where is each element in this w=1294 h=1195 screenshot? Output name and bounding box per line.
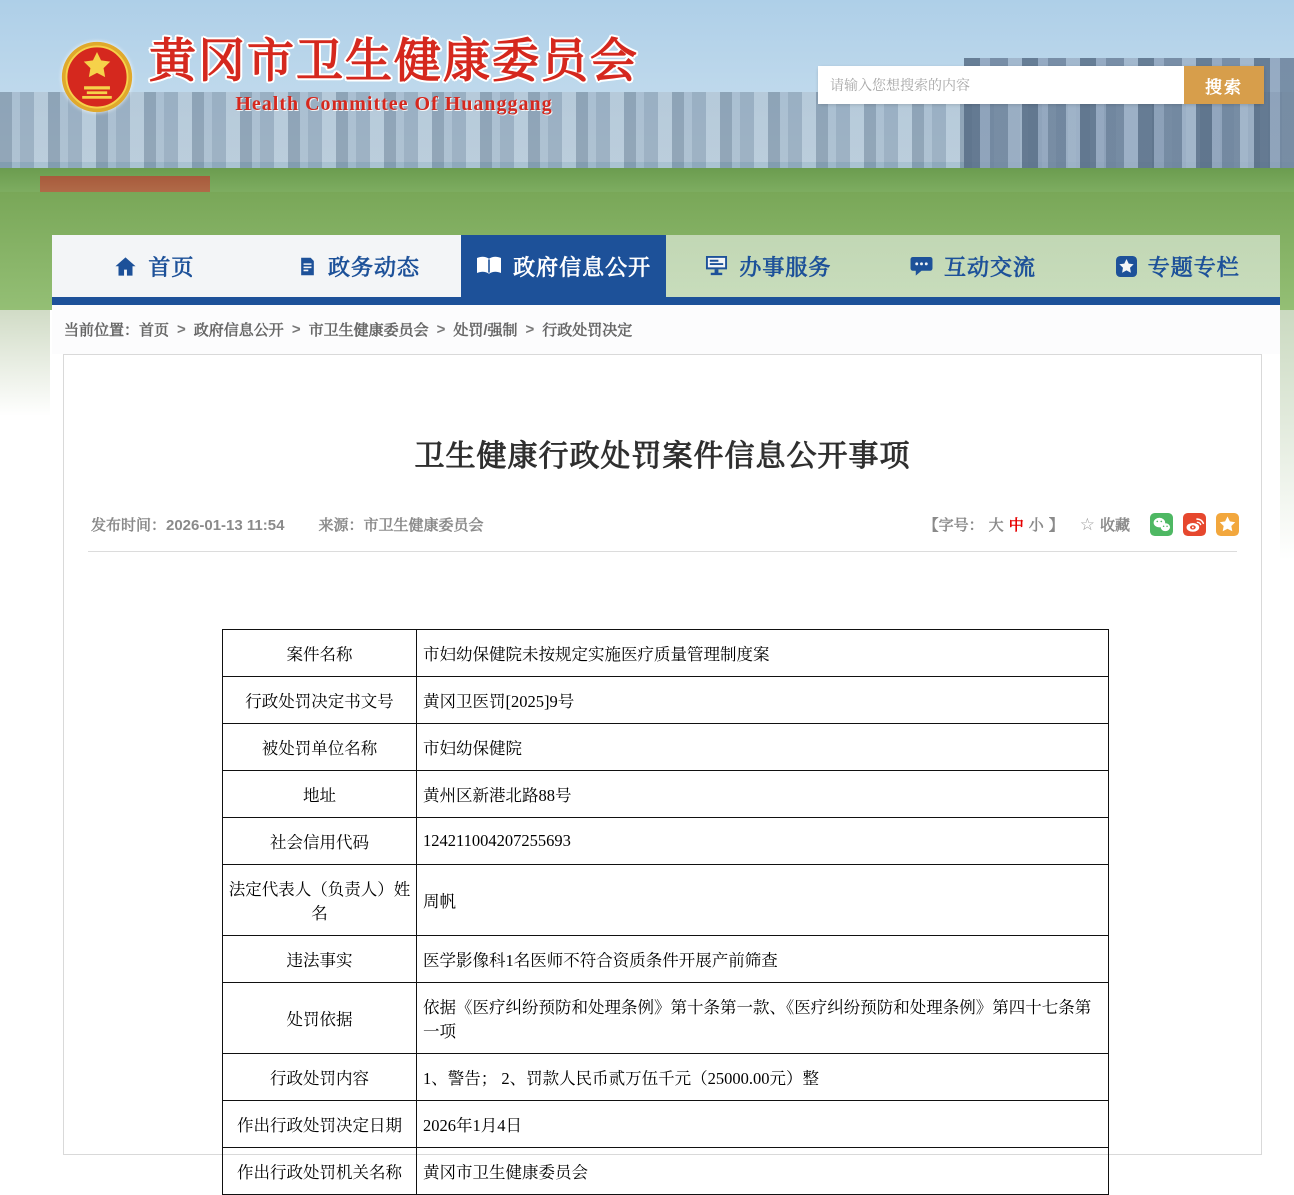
field-label: 处罚依据 [223, 983, 417, 1054]
field-value: 医学影像科1名医师不符合资质条件开展产前筛查 [417, 936, 1109, 983]
favorite-label: 收藏 [1099, 517, 1130, 534]
document-icon [298, 255, 317, 278]
font-size-close: 】 [1048, 517, 1064, 534]
nav-item-label: 政务动态 [328, 254, 421, 280]
nav-item-open-book[interactable] [461, 235, 666, 297]
breadcrumb-link[interactable]: 处罚/强制 [453, 322, 518, 339]
table-row [223, 936, 1109, 983]
case-table [222, 629, 1109, 1195]
field-label: 案件名称 [223, 630, 417, 677]
nav-item-label: 专题专栏 [1147, 254, 1240, 280]
field-label: 作出行政处罚机关名称 [223, 1148, 417, 1195]
brand-text [149, 34, 639, 116]
breadcrumb-separator: > [436, 321, 446, 338]
table-row [223, 677, 1109, 724]
field-value: 市妇幼保健院未按规定实施医疗质量管理制度案 [417, 630, 1109, 677]
field-label: 法定代表人（负责人）姓名 [223, 865, 417, 936]
field-value: 1、警告； 2、罚款人民币贰万伍千元（25000.00元）整 [417, 1054, 1109, 1101]
font-size-widget [924, 514, 1064, 535]
breadcrumb-link[interactable]: 政府信息公开 [193, 322, 284, 339]
open-book-icon [476, 255, 502, 277]
font-size-open: 【字号： [923, 517, 984, 534]
nav-item-home[interactable] [52, 235, 257, 297]
site-brand [60, 34, 639, 119]
weibo-share-icon[interactable] [1183, 513, 1206, 536]
field-label: 被处罚单位名称 [223, 724, 417, 771]
nav-item-document[interactable] [257, 235, 462, 297]
field-label: 社会信用代码 [223, 818, 417, 865]
chat-bubble-icon [910, 256, 933, 277]
nav-item-label: 政府信息公开 [513, 254, 652, 280]
table-row [223, 630, 1109, 677]
favorite-star-icon: ☆ [1079, 514, 1095, 534]
content-box [63, 354, 1262, 1182]
breadcrumb-items [139, 319, 632, 340]
banner-fade-left [0, 310, 50, 435]
font-size-large-button[interactable]: 大 [988, 517, 1004, 534]
site-subtitle: Health Committee Of Huanggang [235, 93, 553, 116]
nav-item-star-square[interactable] [1075, 235, 1280, 297]
table-row [223, 724, 1109, 771]
home-icon [114, 255, 137, 278]
nav-item-monitor[interactable] [666, 235, 871, 297]
field-label: 地址 [223, 771, 417, 818]
nav-item-label: 互动交流 [944, 254, 1037, 280]
field-label: 作出行政处罚决定日期 [223, 1101, 417, 1148]
font-size-small-button[interactable]: 小 [1028, 517, 1044, 534]
meta-divider [88, 551, 1237, 552]
field-value: 周帆 [417, 865, 1109, 936]
page-title: 卫生健康行政处罚案件信息公开事项 [414, 440, 911, 473]
site-title[interactable]: 黄冈市卫生健康委员会 [149, 34, 639, 87]
nav-item-label: 首页 [148, 254, 195, 280]
qzone-share-icon[interactable] [1216, 513, 1239, 536]
search-button[interactable]: 搜索 [1184, 66, 1264, 104]
breadcrumb-separator: > [177, 321, 186, 338]
breadcrumb [52, 305, 1280, 354]
nav-item-label: 办事服务 [739, 254, 832, 280]
field-label: 行政处罚内容 [223, 1054, 417, 1101]
table-row [223, 983, 1109, 1054]
banner-fade-right [1280, 310, 1294, 560]
field-label: 行政处罚决定书文号 [223, 677, 417, 724]
table-row [223, 1101, 1109, 1148]
share-icons [1150, 513, 1239, 536]
breadcrumb-link[interactable]: 行政处罚决定 [542, 322, 633, 339]
field-label: 违法事实 [223, 936, 417, 983]
field-value: 黄冈卫医罚[2025]9号 [417, 677, 1109, 724]
star-square-icon [1116, 256, 1137, 277]
publish-time: 发布时间：2026-01-13 11:54 [91, 517, 285, 534]
field-value: 市妇幼保健院 [417, 724, 1109, 771]
breadcrumb-separator: > [291, 321, 301, 338]
source: 来源：市卫生健康委员会 [318, 517, 484, 534]
table-row [223, 771, 1109, 818]
meta-right [924, 513, 1239, 536]
case-table-body [223, 630, 1109, 1195]
font-size-medium-button[interactable]: 中 [1008, 517, 1024, 534]
nav-bottom-strip [52, 297, 1280, 305]
field-value: 黄州区新港北路88号 [417, 771, 1109, 818]
breadcrumb-prefix: 当前位置： [64, 322, 140, 339]
table-row [223, 865, 1109, 936]
field-value: 2026年1月4日 [417, 1101, 1109, 1148]
search-bar [818, 66, 1264, 104]
nav-item-chat-bubble[interactable] [871, 235, 1076, 297]
table-row [223, 1148, 1109, 1195]
national-emblem-icon [60, 40, 134, 119]
main-nav [52, 235, 1280, 297]
article-meta [91, 513, 1239, 536]
wechat-share-icon[interactable] [1150, 513, 1173, 536]
field-value: 124211004207255693 [417, 818, 1109, 865]
breadcrumb-separator: > [525, 321, 535, 338]
favorite-button[interactable] [1080, 514, 1130, 535]
monitor-icon [705, 255, 728, 277]
field-value: 黄冈市卫生健康委员会 [417, 1148, 1109, 1195]
table-row [223, 818, 1109, 865]
meta-left [91, 514, 483, 535]
search-input[interactable] [818, 66, 1184, 104]
breadcrumb-link[interactable]: 首页 [139, 322, 170, 339]
field-value: 依据《医疗纠纷预防和处理条例》第十条第一款、《医疗纠纷预防和处理条例》第四十七条第一项 [417, 983, 1109, 1054]
table-row [223, 1054, 1109, 1101]
breadcrumb-link[interactable]: 市卫生健康委员会 [308, 322, 429, 339]
